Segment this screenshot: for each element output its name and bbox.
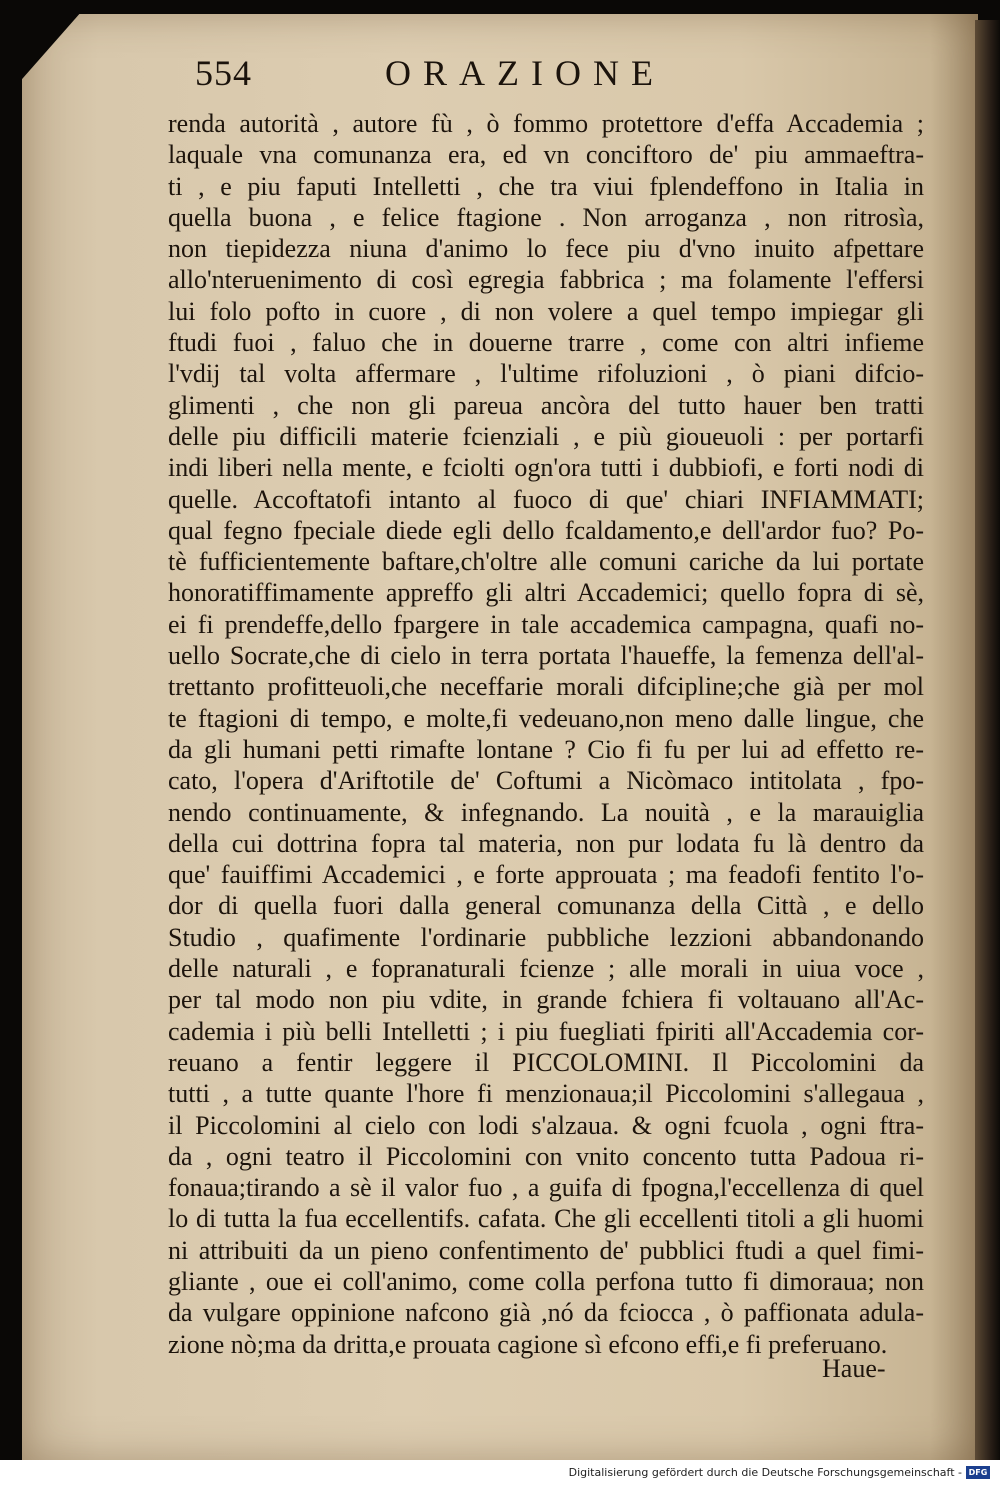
text-line: quella buona , e felice ftagione . Non arroganza , non ritrosìa, <box>168 202 924 232</box>
text-line: fonaua;tirando a sè il valor fuo , a guifa di fpogna,l'eccellenza di quel <box>168 1173 924 1203</box>
text-line: da , ogni teatro il Piccolomini con vnito concento tutta Padoua ri- <box>168 1141 924 1171</box>
text-line: nendo continuamente, & infegnando. La nouità , e la marauiglia <box>168 797 924 827</box>
text-line: Studio , quafimente l'ordinarie pubbliche lezzioni abbandonando <box>168 922 924 952</box>
text-line: l'vdij tal volta affermare , l'ultime rifoluzioni , ò piani difcio- <box>168 359 924 389</box>
text-line: tè fufficientemente baftare,ch'oltre alle comuni cariche da lui portate <box>168 547 924 577</box>
text-line: trettanto profitteuoli,che neceffarie morali difcipline;che già per mol <box>168 672 924 702</box>
text-line: lo di tutta la fua eccellentifs. cafata. Che gli eccellenti titoli a gli huomi <box>168 1204 924 1234</box>
text-line: gliante , oue ei coll'animo, come colla perfona tutto fi dimoraua; non <box>168 1266 924 1296</box>
text-line: delle piu difficili materie fcienziali , e più giouеuoli : per portarfi <box>168 421 924 451</box>
page-edge-shadow <box>975 20 1000 1460</box>
text-line: allo'nteruenimento di così egregia fabbrica ; ma folamente l'effersi <box>168 265 924 295</box>
body-text <box>168 108 924 1360</box>
text-line: il Piccolomini al cielo con lodi s'alzaua. & ogni fcuola , ogni ftra- <box>168 1110 924 1140</box>
text-line: que' fauiffimi Accademici , e forte approuata ; ma feadofi fentito l'o- <box>168 860 924 890</box>
text-line: da vulgare oppinione nafcono già ,nó da fciocca , ò paffionata adula- <box>168 1298 924 1328</box>
running-title: ORAZIONE <box>385 53 665 93</box>
text-line: reuano a fentir leggere il PICCOLOMINI. Il Piccolomini da <box>168 1047 924 1077</box>
text-line: della cui dottrina fopra tal materia, non pur lodata fu là dentro da <box>168 828 924 858</box>
text-line: zione nò;ma da dritta,e prouata cagione sì efcono effi,e fi preferuano. <box>168 1329 888 1359</box>
text-line: lui folo pofto in cuore , di non volere a quel tempo impiegar gli <box>168 296 924 326</box>
text-line: da gli humani petti rimafte lontane ? Cio fi fu per lui ad effetto re- <box>168 734 924 764</box>
text-line: glimenti , che non gli pareua ancòra del tutto hauer ben tratti <box>168 390 924 420</box>
text-line: renda autorità , autore fù , ò fommo protettore d'effa Accademia ; <box>168 109 924 138</box>
text-line: ni attribuiti da un pieno confentimento de' pubblici ftudi a quel fimi- <box>168 1235 924 1265</box>
text-line: cademia i più belli Intelletti ; i piu fuegliati fpiriti all'Accademia cor- <box>168 1016 924 1046</box>
text-line: ei fi prendeffe,dello fpargere in tale accademica campagna, quafi no- <box>168 609 924 639</box>
text-line: non tiepidezza niuna d'animo lo fece piu d'vno inuito afpettare <box>168 234 924 264</box>
dfg-logo: DFG <box>966 1466 990 1479</box>
text-line: honoratiffimamente appreffo gli altri Accademici; quello fopra di sè, <box>168 578 924 608</box>
text-line: tutti , a tutte quante l'hore fi menzionaua;il Piccolomini s'allegaua , <box>168 1079 924 1109</box>
text-line: quelle. Accoftatofi intanto al fuoco di que' chiari INFIAMMATI; <box>168 484 924 514</box>
page-header <box>195 52 755 98</box>
text-line: uello Socrate,che di cielo in terra portata l'haueffe, la femenza dell'al- <box>168 641 924 671</box>
text-line: laquale vna comunanza era, ed vn conciftoro de' piu ammaeftra- <box>168 140 924 170</box>
text-line: ftudi fuoi , faluo che in douerne trarre , come con altri infieme <box>168 328 924 358</box>
text-line: indi liberi nella mente, e fciolti ogn'ora tutti i dubbiofi, e forti nodi di <box>168 453 924 483</box>
text-line: cato, l'opera d'Ariftotile de' Coftumi a Nicòmaco intitolata , fpo- <box>168 766 924 796</box>
text-line: ti , e piu faputi Intelletti , che tra viui fplendeffono in Italia in <box>168 171 924 201</box>
text-line: te ftagioni di tempo, e molte,fi vedeuano,non meno dalle lingue, che <box>168 703 924 733</box>
footer-credit: Digitalisierung gefördert durch die Deutsche Forschungsgemeinschaft - <box>568 1466 962 1479</box>
text-line: dor di quella fuori dalla general comunanza della Città , e dello <box>168 891 924 921</box>
text-line: delle naturali , e fopranaturali fcienze ; alle morali in uiua voce , <box>168 954 924 984</box>
text-line: qual fegno fpeciale diede egli dello fcaldamento,e dell'ardor fuo? Po- <box>168 515 924 545</box>
catchword: Haue- <box>822 1354 886 1383</box>
text-line: per tal modo non piu vdite, in grande fchiera fi voltauano all'Ac- <box>168 985 924 1015</box>
page-number: 554 <box>195 53 252 93</box>
